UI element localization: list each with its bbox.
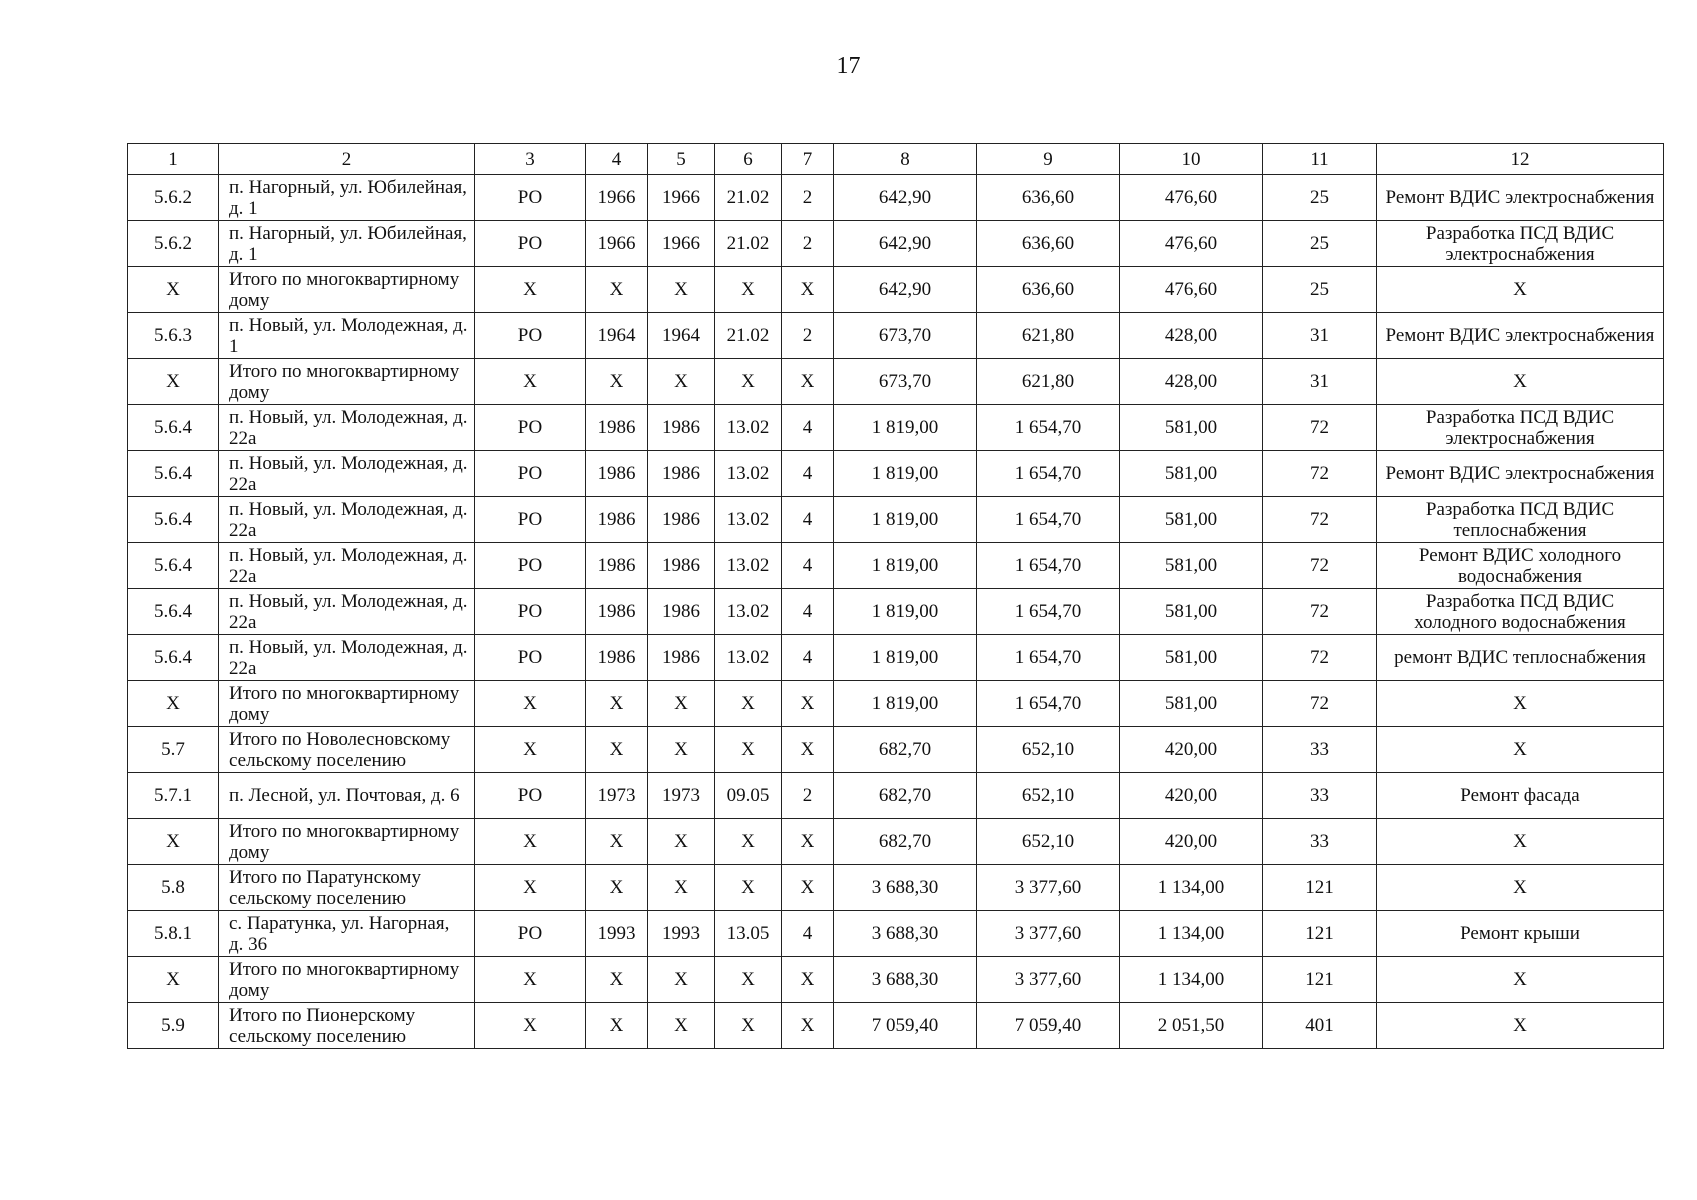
table-row: [128, 359, 1664, 405]
table-cell: 1 654,70: [977, 681, 1120, 727]
table-row: [128, 681, 1664, 727]
table-cell: Х: [586, 819, 648, 865]
table-cell: Итого по многоквартирному дому: [219, 819, 475, 865]
table-cell: 1986: [648, 543, 715, 589]
table-cell: 581,00: [1120, 635, 1263, 681]
table-cell: 2 051,50: [1120, 1003, 1263, 1049]
table-cell: 1 819,00: [834, 497, 977, 543]
table-row: [128, 865, 1664, 911]
table-cell: 1 654,70: [977, 635, 1120, 681]
table-row: [128, 405, 1664, 451]
table-row: [128, 727, 1664, 773]
table-cell: 652,10: [977, 773, 1120, 819]
table-cell: Х: [782, 1003, 834, 1049]
table-cell: 673,70: [834, 359, 977, 405]
column-header: 12: [1377, 144, 1664, 175]
table-cell: 5.6.4: [128, 589, 219, 635]
table-cell: 1966: [648, 175, 715, 221]
table-cell: 5.8: [128, 865, 219, 911]
table-cell: Х: [1377, 865, 1664, 911]
table-cell: 581,00: [1120, 451, 1263, 497]
table-cell: 1986: [648, 497, 715, 543]
table-cell: 1986: [648, 451, 715, 497]
table-cell: Х: [648, 865, 715, 911]
table-cell: 476,60: [1120, 267, 1263, 313]
table-cell: п. Новый, ул. Молодежная, д. 22а: [219, 451, 475, 497]
table-cell: 5.6.4: [128, 451, 219, 497]
table-cell: 1993: [586, 911, 648, 957]
column-header: 10: [1120, 144, 1263, 175]
table-cell: 1 654,70: [977, 589, 1120, 635]
table-cell: Х: [648, 681, 715, 727]
table-cell: Итого по Паратунскому сельскому поселению: [219, 865, 475, 911]
table-cell: 09.05: [715, 773, 782, 819]
table-cell: 1973: [586, 773, 648, 819]
table-cell: 401: [1263, 1003, 1377, 1049]
table-row: [128, 313, 1664, 359]
table-cell: Итого по многоквартирному дому: [219, 359, 475, 405]
table-cell: 21.02: [715, 313, 782, 359]
table-cell: 428,00: [1120, 313, 1263, 359]
table-cell: Х: [475, 819, 586, 865]
table-cell: Итого по многоквартирному дому: [219, 957, 475, 1003]
table-cell: п. Новый, ул. Молодежная, д. 22а: [219, 635, 475, 681]
table-cell: Х: [128, 819, 219, 865]
table-cell: Х: [648, 359, 715, 405]
table-cell: 581,00: [1120, 497, 1263, 543]
table-cell: п. Новый, ул. Молодежная, д. 22а: [219, 543, 475, 589]
table-cell: Х: [782, 359, 834, 405]
table-cell: Х: [586, 1003, 648, 1049]
table-cell: 121: [1263, 911, 1377, 957]
table-cell: 4: [782, 911, 834, 957]
table-cell: 621,80: [977, 313, 1120, 359]
table-cell: Х: [648, 727, 715, 773]
table-cell: 3 688,30: [834, 865, 977, 911]
table-cell: Ремонт ВДИС электроснабжения: [1377, 175, 1664, 221]
table-cell: 1986: [586, 405, 648, 451]
table-cell: Х: [475, 359, 586, 405]
table-cell: 4: [782, 589, 834, 635]
table-cell: п. Новый, ул. Молодежная, д. 22а: [219, 589, 475, 635]
table-cell: 428,00: [1120, 359, 1263, 405]
table-row: [128, 267, 1664, 313]
table-cell: Разработка ПСД ВДИС холодного водоснабжения: [1377, 589, 1664, 635]
table-cell: 1986: [586, 543, 648, 589]
table-cell: Итого по многоквартирному дому: [219, 681, 475, 727]
table-row: [128, 543, 1664, 589]
table-cell: Х: [782, 727, 834, 773]
column-header: 9: [977, 144, 1120, 175]
table-cell: Х: [586, 865, 648, 911]
table-cell: 1 819,00: [834, 451, 977, 497]
table-cell: 1986: [648, 635, 715, 681]
column-header: 4: [586, 144, 648, 175]
table-cell: Ремонт ВДИС электроснабжения: [1377, 313, 1664, 359]
table-cell: РО: [475, 589, 586, 635]
table-cell: 4: [782, 405, 834, 451]
table-cell: 642,90: [834, 221, 977, 267]
table-cell: РО: [475, 773, 586, 819]
table-cell: Х: [782, 819, 834, 865]
table-cell: 642,90: [834, 267, 977, 313]
table-cell: 1986: [648, 405, 715, 451]
table-cell: 476,60: [1120, 175, 1263, 221]
table-row: [128, 1003, 1664, 1049]
table-cell: РО: [475, 313, 586, 359]
table-cell: 1 654,70: [977, 543, 1120, 589]
table-cell: 3 377,60: [977, 957, 1120, 1003]
table-cell: 5.6.4: [128, 635, 219, 681]
table-cell: 5.6.2: [128, 175, 219, 221]
table-cell: 1986: [586, 497, 648, 543]
table-cell: 636,60: [977, 221, 1120, 267]
table-row: [128, 175, 1664, 221]
table-cell: 1 134,00: [1120, 911, 1263, 957]
table-cell: 72: [1263, 451, 1377, 497]
table-cell: 1 819,00: [834, 405, 977, 451]
column-header: 8: [834, 144, 977, 175]
table-cell: Х: [782, 957, 834, 1003]
table-cell: 682,70: [834, 727, 977, 773]
table-cell: 5.6.2: [128, 221, 219, 267]
table-cell: Х: [128, 681, 219, 727]
table-cell: РО: [475, 911, 586, 957]
table-cell: Х: [475, 681, 586, 727]
table-cell: 31: [1263, 313, 1377, 359]
column-header: 5: [648, 144, 715, 175]
column-header: 7: [782, 144, 834, 175]
table-cell: 420,00: [1120, 727, 1263, 773]
table-cell: 3 377,60: [977, 911, 1120, 957]
table-cell: РО: [475, 451, 586, 497]
table-cell: 4: [782, 635, 834, 681]
table-cell: РО: [475, 175, 586, 221]
table-cell: РО: [475, 497, 586, 543]
table-cell: 652,10: [977, 819, 1120, 865]
column-header: 6: [715, 144, 782, 175]
table-row: [128, 589, 1664, 635]
table-cell: 7 059,40: [977, 1003, 1120, 1049]
column-header: 11: [1263, 144, 1377, 175]
table-cell: Х: [715, 865, 782, 911]
table-cell: 581,00: [1120, 405, 1263, 451]
table-cell: 33: [1263, 773, 1377, 819]
table-cell: 72: [1263, 681, 1377, 727]
table-row: [128, 911, 1664, 957]
table-cell: 33: [1263, 727, 1377, 773]
table-cell: 5.8.1: [128, 911, 219, 957]
table-cell: 1 819,00: [834, 635, 977, 681]
table-cell: 121: [1263, 957, 1377, 1003]
table-cell: Х: [715, 681, 782, 727]
table-cell: РО: [475, 405, 586, 451]
table-cell: 5.6.4: [128, 497, 219, 543]
table-cell: 581,00: [1120, 589, 1263, 635]
table-cell: Х: [1377, 957, 1664, 1003]
table-cell: 1 134,00: [1120, 865, 1263, 911]
table-row: [128, 957, 1664, 1003]
table-cell: 1986: [586, 635, 648, 681]
table-cell: 420,00: [1120, 819, 1263, 865]
table-cell: Х: [782, 267, 834, 313]
table-cell: 3 688,30: [834, 957, 977, 1003]
table-cell: 13.02: [715, 543, 782, 589]
table-cell: 2: [782, 221, 834, 267]
table-cell: 72: [1263, 543, 1377, 589]
table-cell: п. Нагорный, ул. Юбилейная, д. 1: [219, 175, 475, 221]
table-cell: 21.02: [715, 221, 782, 267]
table-cell: Х: [715, 957, 782, 1003]
table-cell: Разработка ПСД ВДИС теплоснабжения: [1377, 497, 1664, 543]
table-cell: 4: [782, 497, 834, 543]
table-cell: 5.6.3: [128, 313, 219, 359]
table-cell: РО: [475, 635, 586, 681]
column-header: 1: [128, 144, 219, 175]
table-cell: 1966: [586, 221, 648, 267]
table-cell: Х: [648, 1003, 715, 1049]
table-cell: 673,70: [834, 313, 977, 359]
table-cell: 121: [1263, 865, 1377, 911]
table-cell: 21.02: [715, 175, 782, 221]
table-cell: Х: [715, 1003, 782, 1049]
table-cell: Х: [1377, 267, 1664, 313]
table-cell: 7 059,40: [834, 1003, 977, 1049]
table-cell: Х: [1377, 819, 1664, 865]
table-cell: 581,00: [1120, 681, 1263, 727]
table-cell: 2: [782, 773, 834, 819]
table-cell: 1 654,70: [977, 405, 1120, 451]
table-cell: 1 134,00: [1120, 957, 1263, 1003]
column-header: 2: [219, 144, 475, 175]
table-cell: Х: [715, 359, 782, 405]
table-cell: 3 688,30: [834, 911, 977, 957]
table-cell: Х: [715, 727, 782, 773]
table-cell: 13.02: [715, 589, 782, 635]
table-cell: Ремонт ВДИС холодного водоснабжения: [1377, 543, 1664, 589]
table-cell: Х: [128, 267, 219, 313]
table-cell: 1964: [586, 313, 648, 359]
table-cell: 5.7: [128, 727, 219, 773]
table-cell: Х: [128, 957, 219, 1003]
table-cell: 13.02: [715, 497, 782, 543]
table-cell: 13.05: [715, 911, 782, 957]
table-cell: п. Новый, ул. Молодежная, д. 1: [219, 313, 475, 359]
table-row: [128, 773, 1664, 819]
table-cell: 682,70: [834, 773, 977, 819]
table-cell: 2: [782, 313, 834, 359]
table-cell: 13.02: [715, 451, 782, 497]
table-cell: п. Новый, ул. Молодежная, д. 22а: [219, 497, 475, 543]
table-cell: 652,10: [977, 727, 1120, 773]
table-cell: 72: [1263, 589, 1377, 635]
table-cell: 636,60: [977, 175, 1120, 221]
table-cell: Х: [648, 819, 715, 865]
table-cell: Х: [475, 957, 586, 1003]
table-cell: Х: [782, 681, 834, 727]
table-cell: 1 654,70: [977, 497, 1120, 543]
table-cell: РО: [475, 543, 586, 589]
table-cell: Разработка ПСД ВДИС электроснабжения: [1377, 221, 1664, 267]
table-cell: 1 819,00: [834, 543, 977, 589]
table-cell: Итого по Новолесновскому сельскому поселению: [219, 727, 475, 773]
table-cell: Х: [475, 865, 586, 911]
table-cell: Х: [1377, 1003, 1664, 1049]
table-cell: ремонт ВДИС теплоснабжения: [1377, 635, 1664, 681]
table-row: [128, 221, 1664, 267]
table-body: [128, 175, 1664, 1049]
table-cell: 1 819,00: [834, 681, 977, 727]
table-cell: 682,70: [834, 819, 977, 865]
table-cell: 13.02: [715, 635, 782, 681]
table-cell: Х: [715, 819, 782, 865]
column-header: 3: [475, 144, 586, 175]
table-cell: 1986: [586, 589, 648, 635]
table-cell: 621,80: [977, 359, 1120, 405]
table-cell: 4: [782, 543, 834, 589]
table-cell: 31: [1263, 359, 1377, 405]
table-cell: 5.9: [128, 1003, 219, 1049]
table-cell: п. Новый, ул. Молодежная, д. 22а: [219, 405, 475, 451]
table-cell: 72: [1263, 497, 1377, 543]
table-cell: РО: [475, 221, 586, 267]
table-cell: Разработка ПСД ВДИС электроснабжения: [1377, 405, 1664, 451]
table-cell: Х: [1377, 727, 1664, 773]
table-cell: Х: [586, 359, 648, 405]
table-cell: Итого по Пионерскому сельскому поселению: [219, 1003, 475, 1049]
table-cell: Итого по многоквартирному дому: [219, 267, 475, 313]
table-cell: Х: [1377, 359, 1664, 405]
table-cell: Х: [648, 267, 715, 313]
table-cell: Х: [1377, 681, 1664, 727]
table-cell: 72: [1263, 635, 1377, 681]
table-cell: 5.6.4: [128, 405, 219, 451]
table-cell: 5.6.4: [128, 543, 219, 589]
table-cell: 1964: [648, 313, 715, 359]
table-cell: 1 819,00: [834, 589, 977, 635]
table-cell: 4: [782, 451, 834, 497]
table-cell: Х: [586, 681, 648, 727]
table-cell: Х: [128, 359, 219, 405]
table-row: [128, 819, 1664, 865]
table-cell: 13.02: [715, 405, 782, 451]
table-cell: 2: [782, 175, 834, 221]
table-cell: Ремонт крыши: [1377, 911, 1664, 957]
table-cell: 420,00: [1120, 773, 1263, 819]
table-cell: 1986: [586, 451, 648, 497]
table-cell: 636,60: [977, 267, 1120, 313]
capital-repair-table: [127, 143, 1664, 1049]
table-cell: п. Нагорный, ул. Юбилейная, д. 1: [219, 221, 475, 267]
table-cell: 581,00: [1120, 543, 1263, 589]
table-cell: 642,90: [834, 175, 977, 221]
table-cell: 25: [1263, 221, 1377, 267]
table-cell: Ремонт ВДИС электроснабжения: [1377, 451, 1664, 497]
page-number: 17: [836, 53, 861, 79]
table-cell: 1966: [586, 175, 648, 221]
table-cell: Х: [586, 267, 648, 313]
table-cell: Х: [475, 727, 586, 773]
table-cell: 1986: [648, 589, 715, 635]
table-cell: п. Лесной, ул. Почтовая, д. 6: [219, 773, 475, 819]
table-row: [128, 451, 1664, 497]
table-cell: Х: [475, 1003, 586, 1049]
table-cell: с. Паратунка, ул. Нагорная, д. 36: [219, 911, 475, 957]
table-row: [128, 497, 1664, 543]
table-cell: Х: [586, 727, 648, 773]
table-row: [128, 635, 1664, 681]
table-cell: 1973: [648, 773, 715, 819]
table-cell: 25: [1263, 267, 1377, 313]
table-cell: Х: [586, 957, 648, 1003]
table-cell: 1966: [648, 221, 715, 267]
table-header-row: [128, 144, 1664, 175]
table-cell: Ремонт фасада: [1377, 773, 1664, 819]
table-cell: Х: [715, 267, 782, 313]
table-cell: 33: [1263, 819, 1377, 865]
table-cell: 72: [1263, 405, 1377, 451]
table-cell: Х: [782, 865, 834, 911]
table-cell: 1993: [648, 911, 715, 957]
table-cell: 476,60: [1120, 221, 1263, 267]
table-cell: 1 654,70: [977, 451, 1120, 497]
table-cell: 3 377,60: [977, 865, 1120, 911]
table-cell: Х: [475, 267, 586, 313]
table-cell: 25: [1263, 175, 1377, 221]
table-cell: 5.7.1: [128, 773, 219, 819]
table-cell: Х: [648, 957, 715, 1003]
